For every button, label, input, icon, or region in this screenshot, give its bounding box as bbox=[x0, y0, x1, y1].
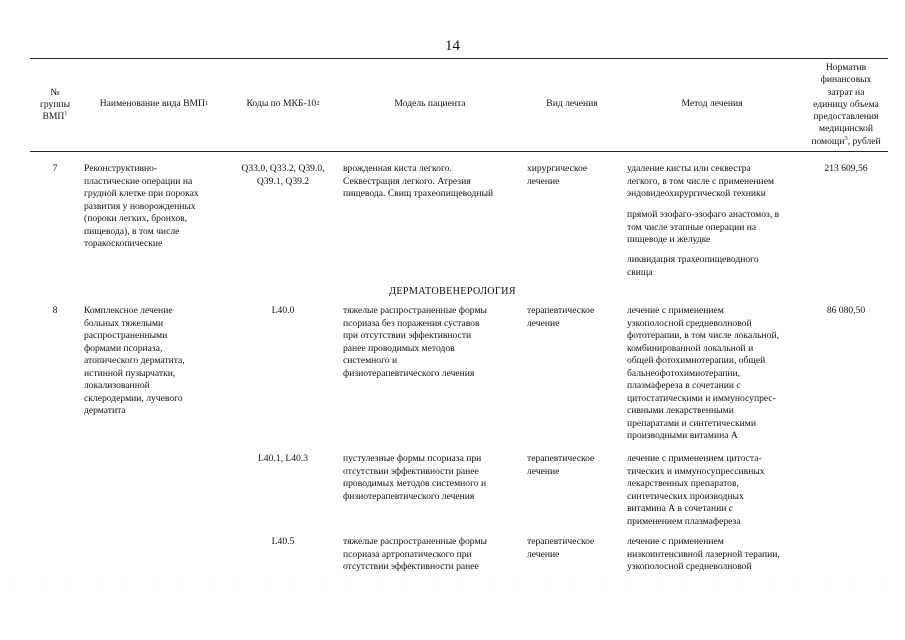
row8-group: 8 bbox=[52, 305, 58, 316]
header-norm-pomoshi: помощи bbox=[811, 135, 845, 147]
row8-sub2-model-line: физиотерапевтического лечения bbox=[343, 490, 475, 502]
row7-method-line: эндовидеохирургической техники bbox=[627, 188, 766, 199]
row8-sub1-model-line: физиотерапевтического лечения bbox=[343, 367, 475, 379]
section-title: ДЕРМАТОВЕНЕРОЛОГИЯ bbox=[389, 286, 516, 297]
row7-codes-line: Q33.0, Q33.2, Q39.0, bbox=[241, 163, 325, 174]
row8-sub3-model-line: отсутствии эффективности ранее bbox=[343, 561, 479, 572]
header-vmp-name-text: Наименование вида ВМП bbox=[99, 98, 205, 109]
row8-sub2-treatment-line: лечение bbox=[527, 465, 560, 477]
row8-sub3-patient-model bbox=[343, 536, 523, 574]
row8-sub2-method-line: тических и иммуносупрессивных bbox=[627, 465, 765, 477]
row8-sub1-treatment-line: терапевтическое bbox=[527, 305, 595, 316]
row8-sub3-treatment-type bbox=[527, 536, 622, 561]
row8-sub1-patient-model bbox=[343, 305, 523, 380]
row8-sub1-model-line: тяжелые распространенные формы bbox=[343, 305, 487, 316]
header-group-line3 bbox=[42, 111, 67, 123]
row7-model-line: пищевода. Свищ трахеопищеводный bbox=[343, 188, 494, 199]
row7-method-line: пищеводе и желудке bbox=[627, 234, 711, 245]
header-icd-codes-text: Коды по МКБ-10 bbox=[246, 98, 317, 109]
row8-sub3-method-line: низкоинтенсивной лазерной терапии, bbox=[627, 548, 780, 560]
row8-sub1-method-line: узкополосной средневолновой bbox=[627, 317, 752, 329]
row8-sub3-model-line: тяжелые распространенные формы bbox=[343, 536, 487, 547]
row7-method-line: свища bbox=[627, 266, 653, 278]
row8-name-line: больных тяжелыми bbox=[84, 317, 164, 329]
row8-sub1-method bbox=[627, 305, 802, 443]
row8-name-line: склеродермии, лучевого bbox=[84, 392, 183, 404]
row7-treatment-line: лечение bbox=[527, 175, 560, 187]
header-icd-codes: Коды по МКБ-10 2 bbox=[246, 98, 320, 109]
row8-sub1-method-line: сивными лекарственными bbox=[627, 405, 734, 416]
row8-sub2-method-line: лечение с применением цитоста- bbox=[627, 453, 762, 464]
row7-group: 7 bbox=[52, 163, 58, 174]
row7-method-2 bbox=[627, 209, 799, 247]
row8-sub2-model-line: проводимых методов системного и bbox=[343, 478, 487, 489]
row8-sub2-model-line: пустулезные формы псориаза при bbox=[343, 453, 482, 464]
header-norm-line: финансовых bbox=[820, 74, 872, 86]
row8-sub2-model-line: отсутствии эффективности ранее bbox=[343, 465, 479, 477]
row8-sub1-method-line: комбинированной локальной и bbox=[627, 342, 754, 354]
row8-sub1-method-line: производными витамина А bbox=[627, 430, 738, 441]
row7-patient-model bbox=[343, 163, 523, 201]
row7-name-line: торакоскопические bbox=[84, 238, 163, 249]
row8-sub1-model-line: системного и bbox=[343, 355, 398, 366]
header-norm-line bbox=[811, 136, 880, 148]
header-norm-line: затрат на bbox=[827, 86, 865, 98]
row8-sub1-method-line: плазмафереза в сочетании с bbox=[627, 380, 741, 391]
row8-sub2-method-line: витамина А в сочетании с bbox=[627, 503, 733, 514]
row7-name-line: (пороки легких, бронхов, bbox=[84, 213, 188, 224]
header-patient-model: Модель пациента bbox=[394, 98, 466, 109]
row8-sub1-treatment-type bbox=[527, 305, 622, 330]
header-vmp-name: Наименование вида ВМП 1 bbox=[99, 98, 209, 109]
header-treatment-method: Метод лечения bbox=[681, 98, 743, 109]
scan-edge-artifact bbox=[0, 583, 905, 585]
row7-method-line: легкого, в том числе с применением bbox=[627, 175, 775, 187]
row7-name-line: Реконструктивно- bbox=[84, 163, 158, 174]
row8-sub3-method-line: лечение с применением bbox=[627, 536, 724, 547]
row8-name-line: распространенными bbox=[84, 330, 168, 341]
row8-sub1-treatment-line: лечение bbox=[527, 317, 560, 329]
row8-norm-value: 86 080,50 bbox=[826, 305, 866, 316]
header-group-number bbox=[30, 72, 80, 138]
header-norm-line: Норматив bbox=[825, 62, 867, 74]
row7-treatment-type bbox=[527, 163, 622, 188]
row8-sub3-treatment-line: лечение bbox=[527, 548, 560, 560]
row8-sub2-treatment-line: терапевтическое bbox=[527, 453, 595, 464]
row7-vmp-name bbox=[84, 163, 229, 251]
header-group-line2: группы bbox=[39, 99, 71, 110]
row8-sub3-icd-codes: L40.5 bbox=[271, 536, 295, 547]
row7-name-line: пищевода), в том числе bbox=[84, 225, 180, 237]
row8-sub1-model-line: псориаза без поражения суставов bbox=[343, 317, 480, 329]
row8-name-line: дерматита bbox=[84, 405, 126, 416]
row8-sub2-method-line: синтетических производных bbox=[627, 490, 744, 502]
row8-sub3-method-line: узкополосной средневолновой bbox=[627, 561, 752, 572]
row8-sub3-model-line: псориаза артропатического при bbox=[343, 548, 472, 560]
header-bottom-rule bbox=[30, 151, 888, 152]
row8-name-line: атопического дерматита, bbox=[84, 355, 185, 366]
row7-treatment-line: хирургическое bbox=[527, 163, 588, 174]
row7-method-1 bbox=[627, 163, 799, 201]
row8-sub1-method-line: препаратами и синтетическими bbox=[627, 417, 756, 429]
row8-sub1-model-line: при отсутствии эффективности bbox=[343, 330, 472, 341]
row8-vmp-name bbox=[84, 305, 229, 418]
row8-sub2-method bbox=[627, 453, 802, 528]
row8-sub2-patient-model bbox=[343, 453, 523, 503]
row8-sub1-model-line: ранее проводимых методов bbox=[343, 342, 455, 354]
row8-name-line: локализованной bbox=[84, 380, 150, 391]
header-treatment-type: Вид лечения bbox=[546, 98, 598, 109]
row8-sub3-treatment-line: терапевтическое bbox=[527, 536, 595, 547]
row7-name-line: пластические операции на bbox=[84, 175, 193, 187]
row7-model-line: Секвестрация легкого. Атрезия bbox=[343, 175, 471, 187]
row7-model-line: врожденная киста легкого. bbox=[343, 163, 452, 174]
row8-sub1-method-line: общей фотохимиотерапии, общей bbox=[627, 355, 766, 366]
row7-name-line: развития у новорожденных bbox=[84, 200, 196, 212]
page-number: 14 bbox=[445, 38, 460, 54]
header-norm-line: предоставления bbox=[813, 111, 879, 123]
header-group-sup: 1 bbox=[64, 109, 68, 117]
row7-name-line: грудной клетке при пороках bbox=[84, 188, 199, 199]
header-group-line1: № bbox=[50, 87, 60, 98]
row8-sub2-method-line: лекарственных препаратов, bbox=[627, 478, 739, 489]
header-norm-line: единицу объема bbox=[813, 98, 879, 110]
header-group-vmp: ВМП bbox=[42, 111, 65, 122]
row8-name-line: истинной пузырчатки, bbox=[84, 367, 176, 379]
header-top-rule bbox=[30, 58, 888, 59]
row8-sub2-treatment-type bbox=[527, 453, 622, 478]
row7-method-line: том числе этапные операции на bbox=[627, 221, 757, 233]
row8-name-line: формами псориаза, bbox=[84, 342, 163, 354]
row8-sub3-method bbox=[627, 536, 802, 574]
row8-sub2-method-line: применением плазмафереза bbox=[627, 515, 741, 527]
row7-method-line: ликвидация трахеопищеводного bbox=[627, 254, 759, 265]
row8-sub2-icd-codes: L40.1, L40.3 bbox=[257, 453, 309, 464]
row7-icd-codes bbox=[228, 163, 338, 188]
row7-codes-line: Q39.1, Q39.2 bbox=[256, 175, 310, 187]
row8-sub1-icd-codes: L40.0 bbox=[271, 305, 295, 316]
row7-method-line: прямой эзофаго-эзофаго анастомоз, в bbox=[627, 209, 780, 220]
header-norm-sup: 3 bbox=[844, 134, 848, 142]
header-norm-rubles: , рублей bbox=[847, 135, 881, 147]
row8-sub1-method-line: фототерапии, в том числе локальной, bbox=[627, 330, 780, 341]
header-norm-line: медицинской bbox=[819, 123, 873, 135]
row7-method-3 bbox=[627, 254, 799, 279]
row7-norm-value: 213 609,56 bbox=[824, 163, 868, 174]
row8-sub1-method-line: лечение с применением bbox=[627, 305, 724, 316]
row8-name-line: Комплексное лечение bbox=[84, 305, 173, 316]
row8-sub1-method-line: цитостатическими и иммуносупрес- bbox=[627, 392, 776, 404]
header-financial-norm bbox=[804, 60, 888, 150]
row8-sub1-method-line: бальнеофотохимиотерапии, bbox=[627, 367, 741, 379]
row7-method-line: удаление кисты или секвестра bbox=[627, 163, 751, 174]
